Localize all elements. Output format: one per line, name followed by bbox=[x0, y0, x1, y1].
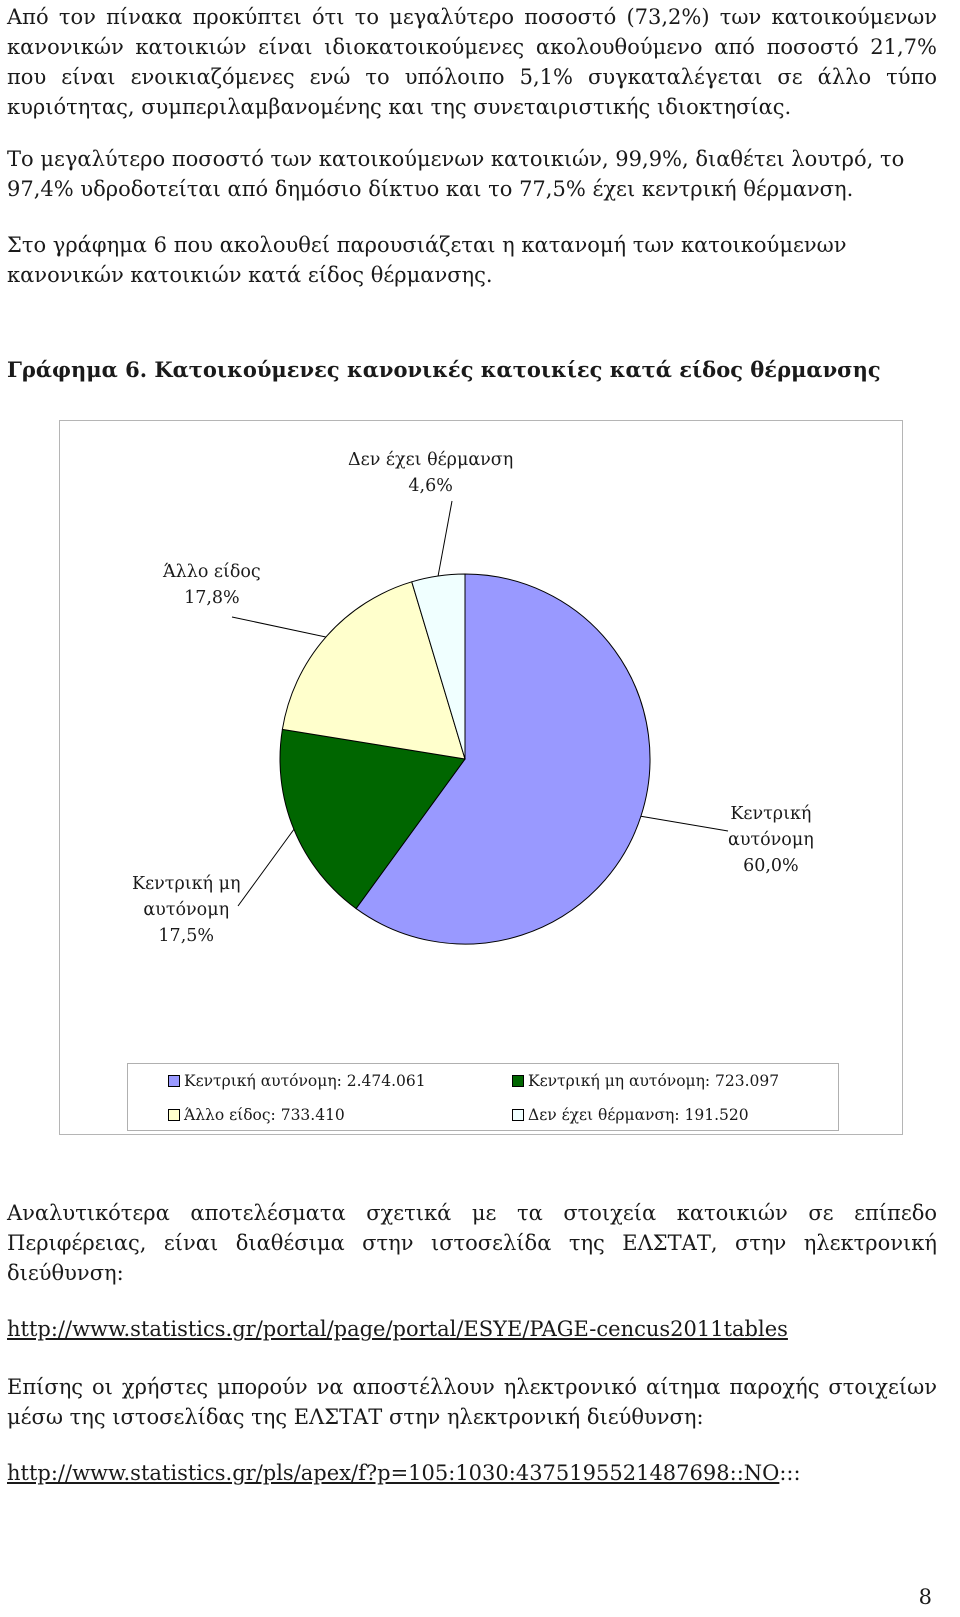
page-number: 8 bbox=[918, 1585, 932, 1609]
link-request-form[interactable]: http://www.statistics.gr/pls/apex/f?p=105:1030:4375195521487698::NO bbox=[7, 1461, 780, 1485]
pie-chart bbox=[60, 421, 902, 1134]
pie-label-other bbox=[163, 559, 261, 611]
legend-swatch-central-autonomous bbox=[168, 1075, 180, 1087]
leader-line-none bbox=[438, 501, 452, 576]
pie-label-other-line1: Άλλο είδος bbox=[163, 562, 261, 582]
pie-label-central-autonomous-line3: 60,0% bbox=[743, 856, 799, 876]
pie-label-none bbox=[348, 447, 513, 499]
pie-label-central-autonomous bbox=[728, 801, 814, 879]
legend-text-central-autonomous: Κεντρική αυτόνομη: 2.474.061 bbox=[184, 1072, 426, 1090]
pie-label-central-non-autonomous-line3: 17,5% bbox=[158, 926, 215, 946]
link-census-tables[interactable]: http://www.statistics.gr/portal/page/portal/ESYE/PAGE-cencus2011tables bbox=[7, 1317, 788, 1341]
link-request-suffix: ::: bbox=[779, 1461, 801, 1485]
pie-label-central-non-autonomous bbox=[132, 871, 240, 949]
chart-caption: Γράφημα 6. Κατοικούμενες κανονικές κατοικίες κατά είδος θέρμανσης bbox=[7, 357, 881, 382]
paragraph-ownership: Από τον πίνακα προκύπτει ότι το μεγαλύτερο ποσοστό (73,2%) των κατοικούμενων κανονικών κατοικιών είναι ιδιοκατοικούμενες ακολουθούμενο από ποσοστό 21,7% που είναι ενοικιαζόμενες ενώ το υπόλοιπο 5,1% συγκαταλέγεται σε άλλο τύπο κυριότητας, συμπεριλαμβανομένης και της συνεταιριστικής ιδιοκτησίας. bbox=[7, 5, 937, 119]
leader-line-other bbox=[232, 617, 326, 637]
legend-item-central-autonomous bbox=[168, 1071, 426, 1091]
legend-item-central-non-autonomous bbox=[512, 1071, 779, 1091]
legend-swatch-central-non-autonomous bbox=[512, 1075, 524, 1087]
pie-label-other-line2: 17,8% bbox=[184, 588, 240, 608]
legend-swatch-other bbox=[168, 1109, 180, 1121]
pie-label-none-line2: 4,6% bbox=[408, 476, 453, 496]
paragraph-request: Επίσης οι χρήστες μπορούν να αποστέλλουν ηλεκτρονικό αίτημα παροχής στοιχείων μέσω της ιστοσελίδας της ΕΛΣΤΑΤ στην ηλεκτρονική διεύθυνση: bbox=[7, 1375, 937, 1429]
link-request-line bbox=[7, 1458, 937, 1488]
pie-label-central-autonomous-line2: αυτόνομη bbox=[728, 830, 814, 850]
paragraph-amenities: Το μεγαλύτερο ποσοστό των κατοικούμενων κατοικιών, 99,9%, διαθέτει λουτρό, το 97,4% υδροδοτείται από δημόσιο δίκτυο και το 77,5% έχει κεντρική θέρμανση. bbox=[7, 147, 905, 201]
legend-text-other: Άλλο είδος: 733.410 bbox=[184, 1106, 345, 1124]
chart-frame bbox=[59, 420, 903, 1135]
chart-legend bbox=[127, 1063, 839, 1131]
paragraph-chart-intro: Στο γράφημα 6 που ακολουθεί παρουσιάζεται η κατανομή των κατοικούμενων κανονικών κατοικιών κατά είδος θέρμανσης. bbox=[7, 233, 847, 287]
legend-text-central-non-autonomous: Κεντρική μη αυτόνομη: 723.097 bbox=[528, 1072, 780, 1090]
legend-item-other bbox=[168, 1105, 345, 1125]
pie-label-central-non-autonomous-line2: αυτόνομη bbox=[143, 900, 230, 920]
leader-line-central-non-autonomous bbox=[238, 829, 294, 906]
pie-label-central-non-autonomous-line1: Κεντρική μη bbox=[132, 874, 241, 894]
paragraph-more-results: Αναλυτικότερα αποτελέσματα σχετικά με τα στοιχεία κατοικιών σε επίπεδο Περιφέρειας, είναι διαθέσιμα στην ιστοσελίδα της ΕΛΣΤΑΤ, στην ηλεκτρονική διεύθυνση: bbox=[7, 1201, 937, 1285]
legend-item-none bbox=[512, 1105, 749, 1125]
leader-line-central-autonomous bbox=[641, 816, 728, 831]
pie-label-none-line1: Δεν έχει θέρμανση bbox=[348, 450, 514, 470]
pie-label-central-autonomous-line1: Κεντρική bbox=[730, 804, 812, 824]
legend-text-none: Δεν έχει θέρμανση: 191.520 bbox=[528, 1106, 749, 1124]
legend-swatch-none bbox=[512, 1109, 524, 1121]
